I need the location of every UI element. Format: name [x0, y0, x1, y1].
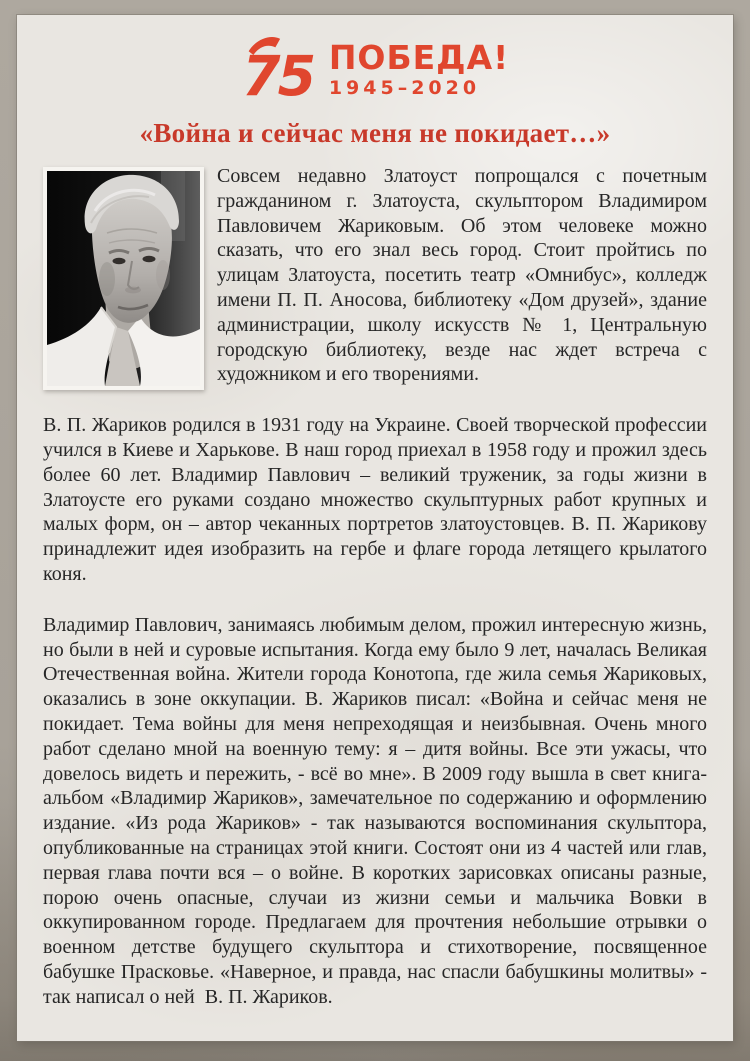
portrait-photo — [43, 167, 204, 390]
document-page — [17, 15, 733, 1041]
svg-text:75: 75 — [241, 45, 314, 106]
victory-75-icon — [241, 35, 325, 105]
article-body — [17, 149, 733, 1010]
paragraph-text: В. П. Жариков родился в 1931 году на Украине. Своей творческой профессии учился в Киеве и Харькове. В наш город приехал в 1958 году и прожил здесь более 60 лет. Владимир Павлович – великий труженик, за годы жизни в Златоусте его руками создано множество скульптурных работ крупных и малых форм, он – автор чеканных портретов златоустовцев. В. П. Жарикову принадлежит идея изобразить на гербе и флаге города летящего крылатого коня. — [43, 414, 707, 585]
article-title: «Война и сейчас меня не покидает…» — [139, 118, 611, 148]
victory-logo-word: ПОБЕДА! — [328, 38, 510, 78]
paragraph-text: Совсем недавно Златоуст попрощался с почетным гражданином г. Златоуста, скульптором Владимиром Павловичем Жариковым. Об этом человеке можно сказать, что его знал весь город. Стоит пройтись по улицам Златоуста, посетить театр «Омнибус», колледж имени П. П. Аносова, библиотеку «Дом друзей», здание администрации, школу искусств № 1, Центральную городскую библиотеку, везде нас ждет встреча с художником и его творениями. — [217, 165, 707, 386]
victory-logo-years: 1945–2020 — [328, 76, 481, 99]
victory-logo — [17, 15, 733, 105]
victory-logo-text — [328, 38, 510, 99]
paragraph-text: Владимир Павлович, занимаясь любимым делом, прожил интересную жизнь, но были в ней и суровые испытания. Когда ему было 9 лет, началась Великая Отечественная война. Жители города Конотопа, где жила семья Жариковых, оказались в зоне оккупации. В. Жариков писал: «Война и сейчас меня не покидает. Тема войны для меня непреходящая и неизбывная. Очень много работ сделано мной на военную тему: я – дитя войны. Все эти ужасы, что довелось видеть и пережить, - всё во мне». В 2009 году вышла в свет книга-альбом «Владимир Жариков», замечательное по содержанию и оформлению издание. «Из рода Жариков» - так называются воспоминания скульптора, опубликованные на страницах этой книги. Состоят они из 4 частей или глав, первая глава почти вся – о войне. В коротких зарисовках описаны разные, порою очень опасные, случаи из жизни семьи и мальчика Вовки в оккупированном городе. Предлагаем для прочтения небольшие отрывки о военном детстве будущего скульптора и стихотворение, посвященное бабушке Прасковье. «Наверное, и правда, нас спасли бабушкины молитвы» - так написал о ней В. П. Жариков. — [43, 613, 707, 1008]
paragraph-biography — [43, 413, 707, 587]
paragraph-war-memories — [43, 613, 707, 1010]
paragraph-intro — [43, 164, 707, 387]
